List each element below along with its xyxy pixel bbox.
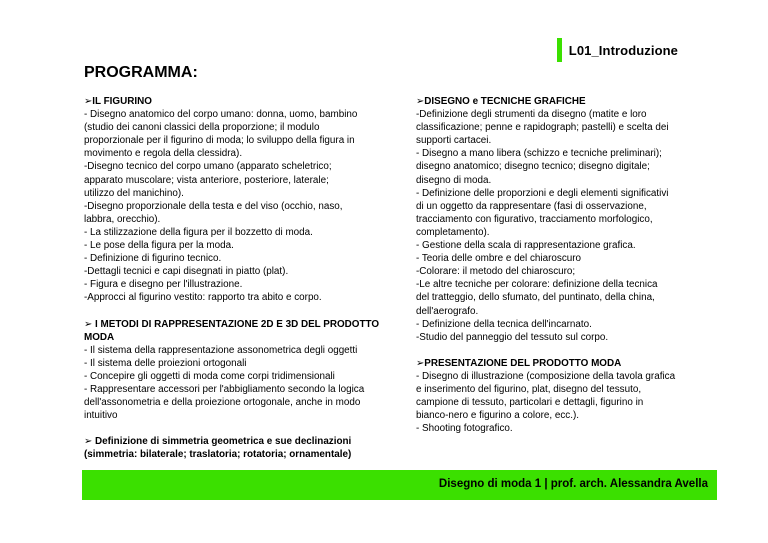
list-item: -Disegno proporzionale della testa e del viso (occhio, naso, [84,200,343,212]
list-item: - Definizione di figurino tecnico. [84,253,222,265]
list-item: -Approcci al figurino vestito: rapporto tra abito e corpo. [84,292,322,304]
list-item: supporti cartacei. [416,135,492,147]
lesson-accent-bar [557,38,562,62]
list-item: -Definizione degli strumenti da disegno (matite e loro [416,109,647,121]
list-item: utilizzo del manichino). [84,187,184,199]
list-item: - Le pose della figura per la moda. [84,240,234,252]
left-column [84,95,384,474]
arrow-bullet-icon: ➢ [84,436,93,448]
list-item: - Disegno a mano libera (schizzo e tecniche preliminari); [416,148,662,160]
list-item: - Concepire gli oggetti di moda come corpi tridimensionali [84,370,335,382]
list-item: disegno di moda. [416,174,492,186]
arrow-bullet-icon: ➢ [84,96,93,107]
list-item: -Studio del panneggio del tessuto sul corpo. [416,331,609,343]
lesson-tag [557,38,678,62]
arrow-bullet-icon: ➢ [84,318,93,330]
list-item: campione di tessuto, particolari e dettagli, figurino in [416,397,644,409]
section-title: ➢IL FIGURINO [84,96,152,107]
list-item: dell'aerografo. [416,305,479,317]
page-title: PROGRAMMA: [84,64,198,81]
list-item: - Disegno di illustrazione (composizione della tavola grafica [416,370,676,382]
list-item: - Gestione della scala di rappresentazione grafica. [416,240,636,252]
list-item: classificazione; penne e rapidograph; pastelli) e scelta dei [416,122,669,134]
footer-course-credit: Disegno di moda 1 | prof. arch. Alessandra Avella [438,478,708,490]
footer-bar [82,470,717,500]
list-item: (studio dei canoni classici della proporzione; il modulo [84,122,320,134]
section-title: ➢ I METODI DI RAPPRESENTAZIONE 2D E 3D DEL PRODOTTO [84,318,380,330]
list-item: - Definizione della tecnica dell'incarnato. [416,318,592,330]
list-item: - Il sistema delle proiezioni ortogonali [84,357,247,369]
list-item: - Shooting fotografico. [416,423,513,435]
section-title: ➢PRESENTAZIONE DEL PRODOTTO MODA [416,357,622,369]
section-simmetria [84,435,384,461]
arrow-bullet-icon: ➢ [416,96,425,107]
list-item: - Disegno anatomico del corpo umano: donna, uomo, bambino [84,109,358,121]
list-item: completamento). [416,226,490,238]
section-metodi [84,318,384,423]
list-item: -Colorare: il metodo del chiaroscuro; [416,266,576,278]
list-item: di un oggetto da rappresentare (fasi di osservazione, [416,200,647,212]
list-item: apparato muscolare; vista anteriore, posteriore, laterale; [84,174,329,186]
right-column [416,95,716,448]
arrow-bullet-icon: ➢ [416,357,425,369]
lesson-title: L01_Introduzione [568,42,678,58]
section-title-continued: (simmetria: bilaterale; traslatoria; rotatoria; ornamentale) [84,449,352,461]
section-presentazione [416,357,716,436]
list-item: intuitivo [84,410,118,422]
section-title-continued: MODA [84,331,115,343]
list-item: dell'assonometria e della proiezione ortogonale, anche in modo [84,397,361,409]
list-item: bianco-nero e figurino a colore, ecc.). [416,410,580,422]
list-item: disegno anatomico; disegno tecnico; disegno digitale; [416,161,650,173]
list-item: - Teoria delle ombre e del chiaroscuro [416,253,582,265]
list-item: proporzionale per il figurino di moda; lo sviluppo della figura in [84,135,355,147]
list-item: -Le altre tecniche per colorare: definizione della tecnica [416,279,658,291]
list-item: - Rappresentare accessori per l'abbigliamento secondo la logica [84,383,365,395]
list-item: tracciamento con figurativo, tracciamento morfologico, [416,213,653,225]
list-item: -Dettagli tecnici e capi disegnati in piatto (plat). [84,266,289,278]
list-item: -Disegno tecnico del corpo umano (apparato scheletrico; [84,161,332,173]
list-item: - Figura e disegno per l'illustrazione. [84,279,243,291]
list-item: movimento e regola della clessidra). [84,148,243,160]
list-item: del tratteggio, dello sfumato, del puntinato, della china, [416,292,655,304]
section-disegno-tecniche [416,95,716,344]
list-item: e inserimento del figurino, plat, disegno del tessuto, [416,383,642,395]
list-item: - La stilizzazione della figura per il bozzetto di moda. [84,226,313,238]
list-item: - Definizione delle proporzioni e degli elementi significativi [416,187,669,199]
section-figurino [84,95,384,305]
section-title: ➢ Definizione di simmetria geometrica e sue declinazioni [84,436,352,448]
section-title: ➢DISEGNO e TECNICHE GRAFICHE [416,96,586,107]
list-item: - Il sistema della rappresentazione assonometrica degli oggetti [84,344,358,356]
list-item: labbra, orecchio). [84,213,161,225]
